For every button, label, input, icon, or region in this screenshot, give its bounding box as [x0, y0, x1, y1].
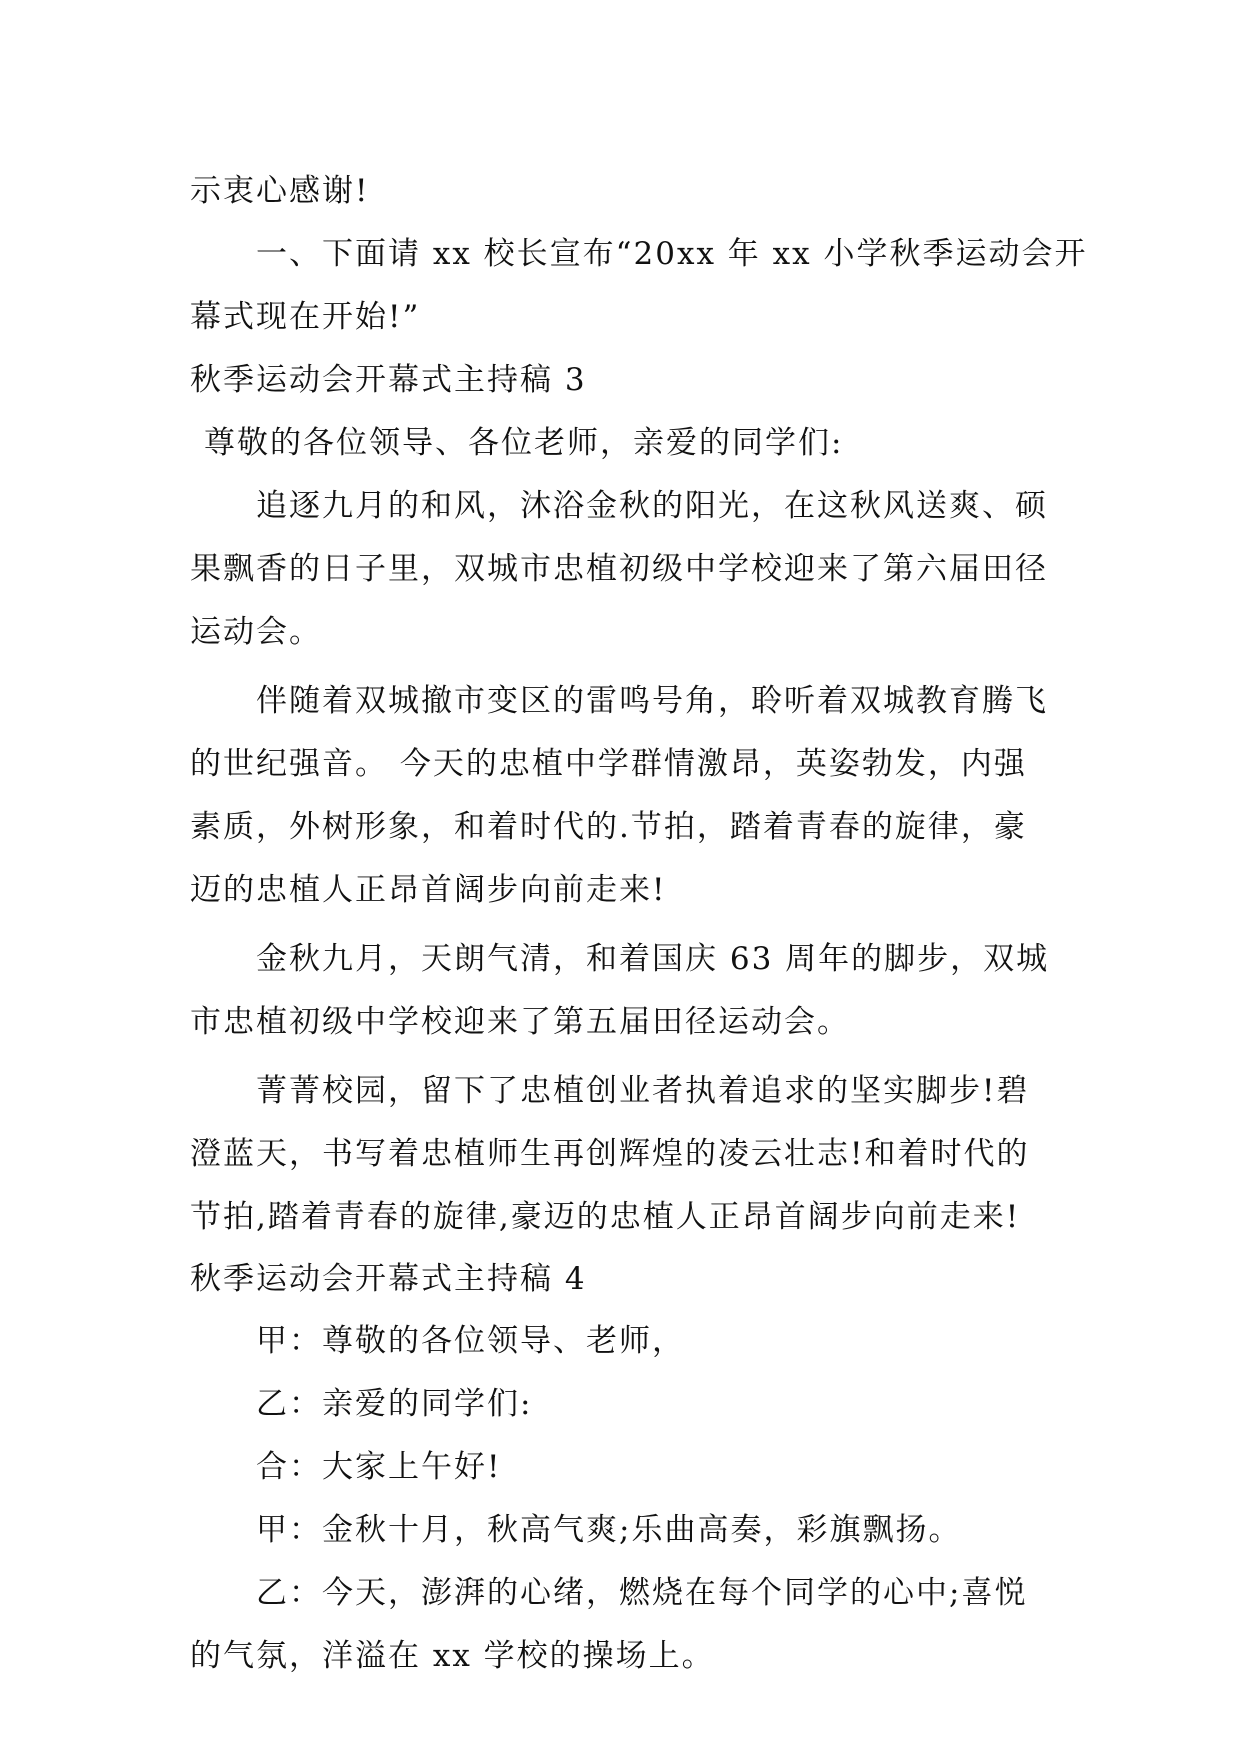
paragraph-line: 追逐九月的和风，沐浴金秋的阳光，在这秋风送爽、硕: [256, 488, 1048, 524]
paragraph-line: 一、下面请 xx 校长宣布“20xx 年 xx 小学秋季运动会开: [256, 236, 1088, 272]
paragraph-line: 市忠植初级中学校迎来了第五届田径运动会。: [190, 1004, 850, 1040]
paragraph-line: 的世纪强音。 今天的忠植中学群情激昂，英姿勃发，内强: [190, 746, 1027, 782]
salutation-line: 尊敬的各位领导、各位老师，亲爱的同学们:: [204, 425, 844, 461]
paragraph-line: 素质，外树形象，和着时代的.节拍，踏着青春的旋律，豪: [190, 809, 1027, 845]
dialogue-line: 甲：尊敬的各位领导、老师，: [256, 1323, 685, 1359]
paragraph-line: 金秋九月，天朗气清，和着国庆 63 周年的脚步，双城: [256, 941, 1050, 977]
paragraph-line: 幕式现在开始!”: [190, 299, 421, 335]
paragraph-line: 示衷心感谢!: [190, 173, 370, 209]
dialogue-line: 乙：今天，澎湃的心绪，燃烧在每个同学的心中;喜悦: [256, 1575, 1028, 1611]
paragraph-line: 果飘香的日子里，双城市忠植初级中学校迎来了第六届田径: [190, 551, 1048, 587]
dialogue-line: 合：大家上午好!: [256, 1449, 502, 1485]
section-heading: 秋季运动会开幕式主持稿 4: [190, 1261, 587, 1297]
paragraph-line: 菁菁校园，留下了忠植创业者执着追求的坚实脚步!碧: [256, 1073, 1030, 1109]
document-body: [190, 160, 1088, 1688]
dialogue-line: 甲：金秋十月，秋高气爽;乐曲高奏，彩旗飘扬。: [256, 1512, 962, 1548]
paragraph-line: 迈的忠植人正昂首阔步向前走来!: [190, 872, 667, 908]
dialogue-line: 乙：亲爱的同学们:: [256, 1386, 533, 1422]
paragraph-line: 澄蓝天，书写着忠植师生再创辉煌的凌云壮志!和着时代的: [190, 1136, 1030, 1172]
paragraph-line: 节拍,踏着青春的旋律,豪迈的忠植人正昂首阔步向前走来!: [190, 1199, 1021, 1235]
section-heading: 秋季运动会开幕式主持稿 3: [190, 362, 587, 398]
paragraph-line: 伴随着双城撤市变区的雷鸣号角，聆听着双城教育腾飞: [256, 683, 1048, 719]
dialogue-line: 的气氛，洋溢在 xx 学校的操场上。: [190, 1638, 715, 1674]
paragraph-line: 运动会。: [190, 614, 322, 650]
